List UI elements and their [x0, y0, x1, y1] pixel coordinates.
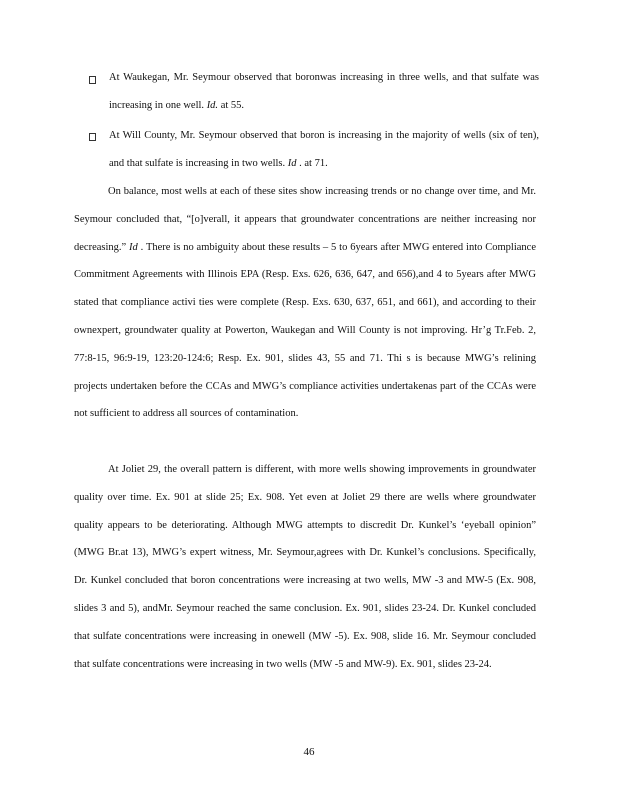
bullet-text: At Will County, Mr. Seymour observed that boron is increasing in the majority of wells (six of ten), and that sulfate is increasing in two wells. Id . at 71.	[109, 130, 539, 169]
bullet-box-icon	[89, 76, 96, 84]
paragraph-balance: On balance, most wells at each of these sites show increasing trends or no change over time, and Mr. Seymour concluded that, “[o]verall, it appears that groundwater concentrations are neither increasing nor decreasing.” Id . There is no ambiguity about these results – 5 to 6years after MWG entered into Compliance Commitment Agreements with Illinois EPA (Resp. Exs. 626, 636, 647, and 656),and 4 to 5years after MWG stated that compliance activi ties were complete (Resp. Exs. 630, 637, 651, and 661), and according to their ownexpert, groundwater quality at Powerton, Waukegan and Will County is not improving. Hr’g Tr.Feb. 2, 77:8-15, 96:9-19, 123:20-124:6; Resp. Ex. 901, slides 43, 55 and 71. Thi s is because MWG’s relining projects undertaken before the CCAs and MWG’s compliance activities undertakenas part of the CCAs were not sufficient to address all sources of contamination.	[74, 186, 536, 420]
page-number: 46	[303, 746, 315, 758]
bullet-text: At Waukegan, Mr. Seymour observed that boronwas increasing in three wells, and that sulfate was increasing in one well. Id. at 55.	[109, 72, 539, 111]
bullet-box-icon	[89, 133, 96, 141]
paragraph-joliet: At Joliet 29, the overall pattern is different, with more wells showing improvements in groundwater quality over time. Ex. 901 at slide 25; Ex. 908. Yet even at Joliet 29 there are wells where groundwater quality appears to be deteriorating. Although MWG attempts to discredit Dr. Kunkel’s ‘eyeball opinion” (MWG Br.at 13), MWG’s expert witness, Mr. Seymour,agrees with Dr. Kunkel’s conclusions. Specifically, Dr. Kunkel concluded that boron concentrations were increasing at two wells, MW -3 and MW-5 (Ex. 908, slides 3 and 5), andMr. Seymour reached the same conclusion. Ex. 901, slides 23-24. Dr. Kunkel concluded that sulfate concentrations were increasing in onewell (MW -5). Ex. 908, slide 16. Mr. Seymour concluded that sulfate concentrations were increasing in two wells (MW -5 and MW-9). Ex. 901, slides 23-24.	[74, 464, 536, 670]
